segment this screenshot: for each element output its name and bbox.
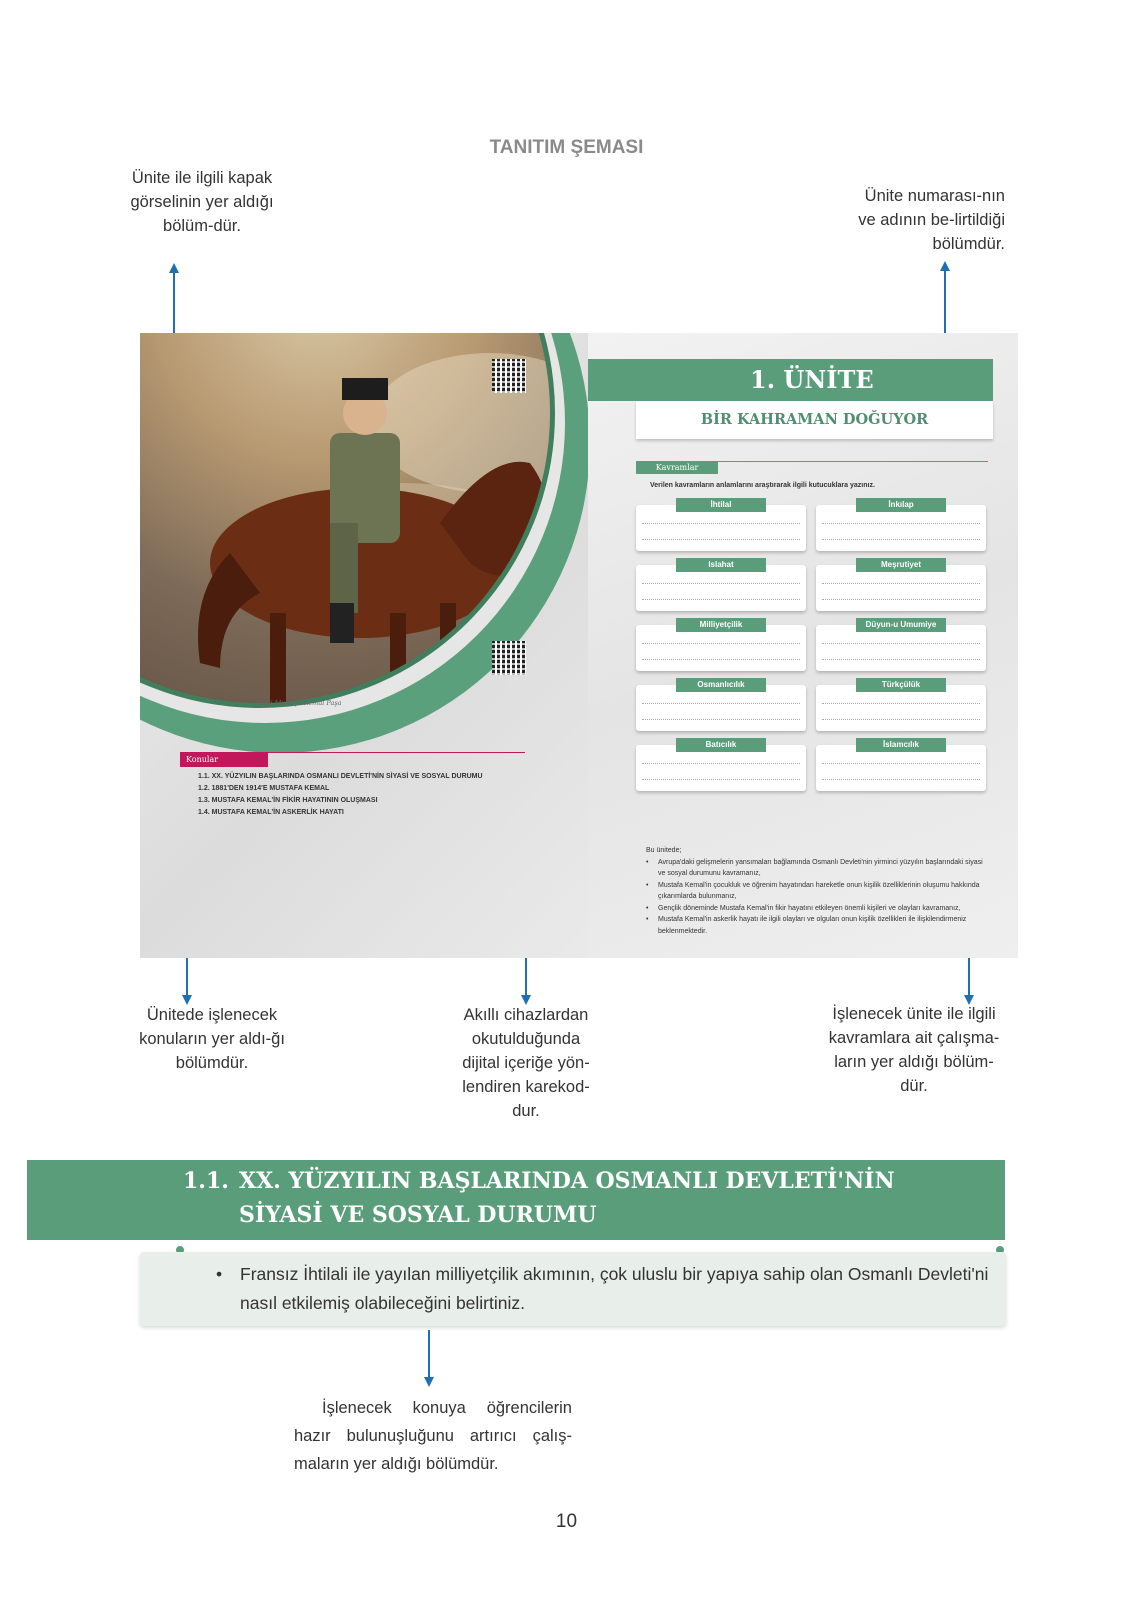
answer-line [822,523,980,524]
qr-code-bottom[interactable] [492,641,526,675]
concept-box[interactable] [636,740,806,791]
unit-name: BİR KAHRAMAN DOĞUYOR [636,401,993,439]
goal-item: • Mustafa Kemal'in çocukluk ve öğrenim hayatından hareketle onun kişilik özelliklerinin oluşumu hakkında çıkarımlarda bulunmanız, [646,880,986,903]
note-cover-image: Ünite ile ilgili kapak görselinin yer aldığı bölüm-dür. [130,169,274,235]
answer-line [822,643,980,644]
section-banner [27,1160,1005,1240]
answer-line [822,779,980,780]
concept-label: Düyun-u Umumiye [856,618,946,632]
topic-item: 1.2. 1881'DEN 1914'E MUSTAFA KEMAL [198,785,330,792]
concept-box[interactable] [636,620,806,671]
topic-item: 1.1. XX. YÜZYILIN BAŞLARINDA OSMANLI DEVLETİ'NİN SİYASİ VE SOSYAL DURUMU [198,773,483,780]
goals-intro: Bu ünitede; [646,847,682,854]
answer-line [822,659,980,660]
topic-item: 1.4. MUSTAFA KEMAL'İN ASKERLİK HAYATI [198,809,344,816]
answer-line [822,703,980,704]
unit-title: 1. ÜNİTE [750,365,874,394]
book-spread [140,333,1018,958]
bullet: • [646,916,649,923]
answer-line [642,703,800,704]
concept-box[interactable] [636,560,806,611]
concept-label: Batıcılık [676,738,766,752]
concepts-instruction: Verilen kavramların anlamlarını araştırarak ilgili kutucuklara yazınız. [650,482,875,489]
arrow-readiness [428,1330,430,1378]
answer-line [642,523,800,524]
answer-line [642,643,800,644]
answer-line [642,539,800,540]
note-qr-code: Akıllı cihazlardan okutulduğunda dijital içeriğe yön-lendiren karekod-dur. [462,1006,590,1120]
concept-label: Meşrutiyet [856,558,946,572]
topic-list [198,771,483,819]
concept-box[interactable] [636,680,806,731]
answer-line [642,583,800,584]
answer-line [642,719,800,720]
concepts-tag: Kavramlar [636,461,718,474]
concept-label: İslamcılık [856,738,946,752]
concept-box[interactable] [816,740,986,791]
photo-caption: Gazi Mustafa Kemal Paşa [258,699,342,707]
answer-line [642,779,800,780]
page-title: TANITIM ŞEMASI [489,137,644,158]
concept-box[interactable] [816,680,986,731]
section-title-line2: SİYASİ VE SOSYAL DURUMU [239,1202,597,1228]
note-topics: Ünitede işlenecek konuların yer aldı-ğı bölümdür. [139,1006,285,1072]
left-page [140,333,588,958]
bullet: • [646,904,649,912]
concept-label: İnkılap [856,498,946,512]
concept-label: Türkçülük [856,678,946,692]
goals [646,845,986,937]
concept-box[interactable] [816,500,986,551]
concept-box[interactable] [816,560,986,611]
note-readiness: İşlenecek konuya öğrencilerin hazır bulunuşluğunu artırıcı çalış-maların yer aldığı bölümdür. [294,1399,572,1473]
right-page [588,333,1018,958]
concept-label: Milliyetçilik [676,618,766,632]
qr-code-top[interactable] [492,359,526,393]
page-number: 10 [555,1511,578,1532]
concept-box[interactable] [636,500,806,551]
answer-line [822,583,980,584]
bullet: • [646,881,649,889]
answer-line [642,599,800,600]
note-unit-number: Ünite numarası-nın ve adının be-lirtildiği bölümdür. [858,187,1005,253]
bullet: • [646,858,649,866]
answer-line [642,659,800,660]
readiness-question: Fransız İhtilali ile yayılan milliyetçilik akımının, çok uluslu bir yapıya sahip olan Osmanlı Devleti'ni nasıl etkilemiş olabileceğini belirtiniz. [240,1264,989,1313]
goal-item: • Gençlik döneminde Mustafa Kemal'in fikir hayatını etkileyen önemli kişileri ve olayları kavramanız, [646,903,986,915]
section-title-line1: XX. YÜZYILIN BAŞLARINDA OSMANLI DEVLETİ'NİN [239,1168,895,1194]
answer-line [822,763,980,764]
unit-banner [588,359,993,401]
topics-rule [180,752,525,753]
note-concepts: İşlenecek ünite ile ilgili kavramlara ait çalışma-ların yer aldığı bölüm-dür. [828,1005,1000,1095]
answer-line [822,599,980,600]
concept-label: İhtilal [676,498,766,512]
concept-label: Islahat [676,558,766,572]
answer-line [642,763,800,764]
concept-label: Osmanlıcılık [676,678,766,692]
section-number: 1.1. [183,1168,229,1194]
goal-item: • Mustafa Kemal'in askerlik hayatı ile ilgili olayları ve olguları onun kişilik özellikleri ile ilişkilendirmeniz beklenmektedir. [646,914,986,937]
concept-box[interactable] [816,620,986,671]
answer-line [822,539,980,540]
answer-line [822,719,980,720]
topics-tag: Konular [180,752,268,767]
goal-item: • Avrupa'daki gelişmelerin yansımaları bağlamında Osmanlı Devleti'nin yirminci yüzyılın başlarındaki siyasi ve sosyal durumunu kavramanız, [646,857,986,880]
topic-item: 1.3. MUSTAFA KEMAL'İN FİKİR HAYATININ OLUŞMASI [198,797,378,804]
readiness-question-box [140,1252,1006,1326]
bullet: • [216,1264,223,1284]
concepts-rule [636,461,988,462]
